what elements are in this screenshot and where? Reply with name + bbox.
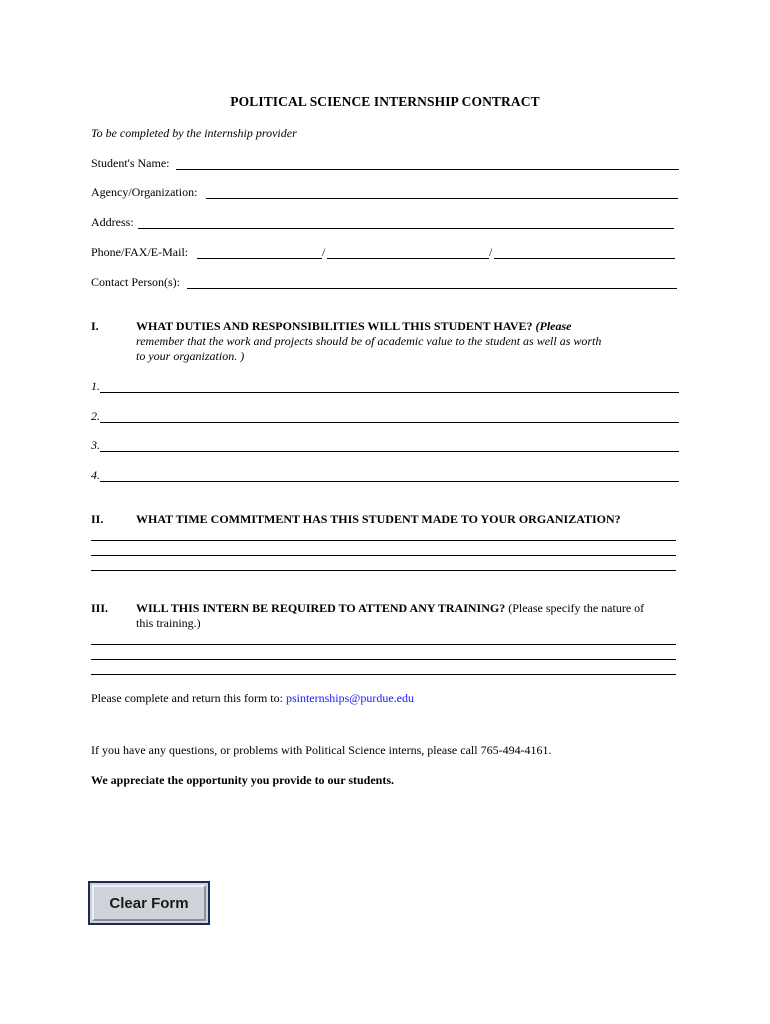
duty-field-2[interactable] <box>100 408 683 424</box>
section-3-note: (Please specify the nature of <box>508 601 645 615</box>
separator-slash: / <box>489 245 493 259</box>
time-commitment-field[interactable] <box>91 527 680 575</box>
agency-field[interactable] <box>206 184 682 200</box>
section-1-note-line2: remember that the work and projects should be of academic value to the student as well as worth <box>136 334 602 348</box>
section-2-number: II. <box>91 512 104 526</box>
duty-item-number: 4. <box>91 468 100 482</box>
duty-item-number: 2. <box>91 409 100 423</box>
return-text: Please complete and return this form to: <box>91 691 283 705</box>
section-2-heading <box>136 512 621 527</box>
student-name-label: Student's Name: <box>91 156 170 170</box>
thanks-text: We appreciate the opportunity you provide to our students. <box>91 773 395 787</box>
address-label: Address: <box>91 215 134 229</box>
student-name-field[interactable] <box>176 155 683 171</box>
duty-item-number: 1. <box>91 379 100 393</box>
agency-label: Agency/Organization: <box>91 185 198 199</box>
subtitle: To be completed by the internship provider <box>91 126 297 140</box>
section-2-title: WHAT TIME COMMITMENT HAS THIS STUDENT MADE TO YOUR ORGANIZATION? <box>136 512 621 526</box>
section-3-heading <box>136 601 644 631</box>
return-instructions <box>91 691 414 706</box>
section-1-number: I. <box>91 319 99 333</box>
email-link[interactable]: psinternships@purdue.edu <box>285 691 414 705</box>
duty-field-4[interactable] <box>100 467 683 483</box>
section-1-note-line3: to your organization. ) <box>136 349 245 363</box>
duty-item-number: 3. <box>91 438 100 452</box>
training-field[interactable] <box>91 631 680 679</box>
address-field[interactable] <box>138 214 678 230</box>
clear-form-button[interactable] <box>88 881 210 925</box>
email-field[interactable] <box>494 244 679 260</box>
section-1-title: WHAT DUTIES AND RESPONSIBILITIES WILL THIS STUDENT HAVE? <box>136 319 533 333</box>
section-1-note-start: (Please <box>535 319 572 333</box>
duty-field-3[interactable] <box>100 437 683 453</box>
fax-field[interactable] <box>327 244 493 260</box>
separator-slash: / <box>322 245 326 259</box>
document-title: POLITICAL SCIENCE INTERNSHIP CONTRACT <box>230 94 540 109</box>
section-3-title: WILL THIS INTERN BE REQUIRED TO ATTEND ANY TRAINING? <box>136 601 506 615</box>
section-1-heading <box>136 319 601 364</box>
clear-form-label: Clear Form <box>92 885 206 921</box>
duty-field-1[interactable] <box>100 378 683 394</box>
section-3-number: III. <box>91 601 109 615</box>
phone-label: Phone/FAX/E-Mail: <box>91 245 189 259</box>
phone-field[interactable] <box>197 244 326 260</box>
contact-field[interactable] <box>187 274 681 290</box>
contact-label: Contact Person(s): <box>91 275 180 289</box>
questions-text: If you have any questions, or problems with Political Science interns, please call 765-494-4161. <box>91 743 552 757</box>
section-3-note-line2: this training.) <box>136 616 201 630</box>
